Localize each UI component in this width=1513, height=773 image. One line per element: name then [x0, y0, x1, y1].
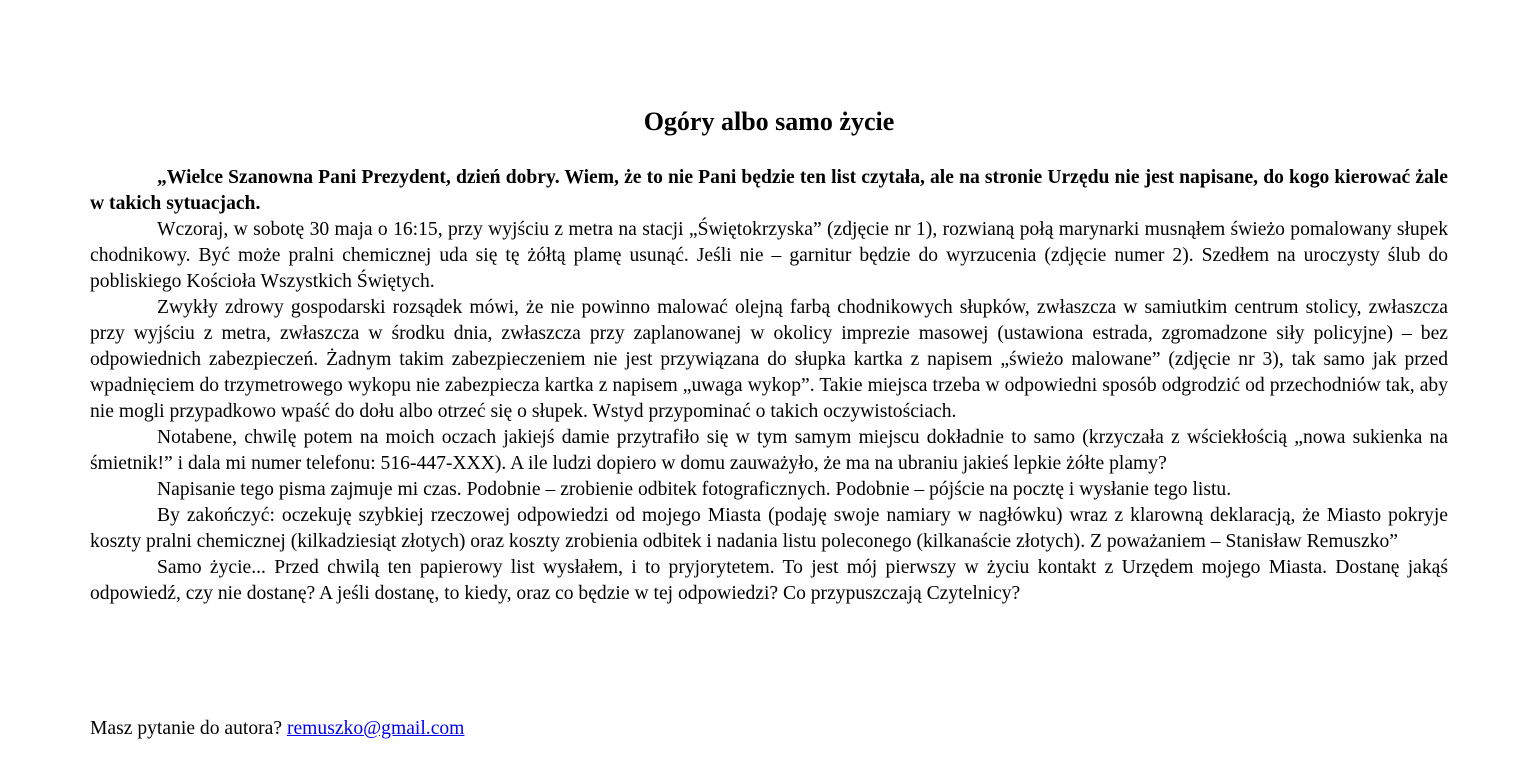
article-paragraph-4: Napisanie tego pisma zajmuje mi czas. Podobnie – zrobienie odbitek fotograficznych. Podobnie – pójście na pocztę i wysłanie tego listu.: [157, 479, 1232, 500]
article-paragraph-3: Notabene, chwilę potem na moich oczach jakiejś damie przytrafiło się w tym samym miejscu dokładnie to samo (krzyczała z wściekłością „nowa sukienka na śmietnik!” i dala mi numer telefonu: 516-447-XXX). A ile ludzi dopiero w domu zauważyło, że ma na ubraniu jakieś lepkie żółte plamy?: [90, 427, 1448, 474]
article-paragraph-2: Zwykły zdrowy gospodarski rozsądek mówi, że nie powinno malować olejną farbą chodnikowych słupków, zwłaszcza w samiutkim centrum stolicy, zwłaszcza przy wyjściu z metra, zwłaszcza w środku dnia, zwłaszcza przy zaplanowanej w okolicy imprezie masowej (ustawiona estrada, zgromadzone siły policyjne) – bez odpowiednich zabezpieczeń. Żadnym takim zabezpieczeniem nie jest przywiązana do słupka kartka z napisem „świeżo malowane” (zdjęcie nr 3), tak samo jak przed wpadnięciem do trzymetrowego wykopu nie zabezpiecza kartka z napisem „uwaga wykop”. Takie miejsca trzeba w odpowiedni sposób odgrodzić od przechodniów tak, aby nie mogli przypadkowo wpaść do dołu albo otrzeć się o słupek. Wstyd przypominać o takich oczywistościach.: [90, 297, 1448, 422]
author-email-link[interactable]: remuszko@gmail.com: [286, 718, 465, 739]
author-contact: [90, 716, 464, 742]
article-paragraph-5: By zakończyć: oczekuję szybkiej rzeczowej odpowiedzi od mojego Miasta (podaję swoje namiary w nagłówku) wraz z klarowną deklaracją, że Miasto pokryje koszty pralni chemicznej (kilkadziesiąt złotych) oraz koszty zrobienia odbitek i nadania listu poleconego (kilkanaście złotych). Z poważaniem – Stanisław Remuszko”: [90, 505, 1448, 552]
article-title: Ogóry albo samo życie: [643, 107, 895, 136]
author-question-text: Masz pytanie do autora?: [90, 718, 287, 739]
article-paragraph-1: Wczoraj, w sobotę 30 maja o 16:15, przy wyjściu z metra na stacji „Świętokrzyska” (zdjęcie nr 1), rozwianą połą marynarki musnąłem świeżo pomalowany słupek chodnikowy. Być może pralni chemicznej uda się tę żółtą plamę usunąć. Jeśli nie – garnitur będzie do wyrzucenia (zdjęcie numer 2). Szedłem na uroczysty ślub do pobliskiego Kościoła Wszystkich Świętych.: [90, 219, 1448, 292]
article-lead: „Wielce Szanowna Pani Prezydent, dzień dobry. Wiem, że to nie Pani będzie ten list czytała, ale na stronie Urzędu nie jest napisane, do kogo kierować żale w takich sytuacjach.: [90, 167, 1448, 214]
article-body: [90, 165, 1448, 607]
article-paragraph-6: Samo życie... Przed chwilą ten papierowy list wysłałem, i to pryjorytetem. To jest mój pierwszy w życiu kontakt z Urzędem mojego Miasta. Dostanę jakąś odpowiedź, czy nie dostanę? A jeśli dostanę, to kiedy, oraz co będzie w tej odpowiedzi? Co przypuszczają Czytelnicy?: [90, 557, 1448, 604]
